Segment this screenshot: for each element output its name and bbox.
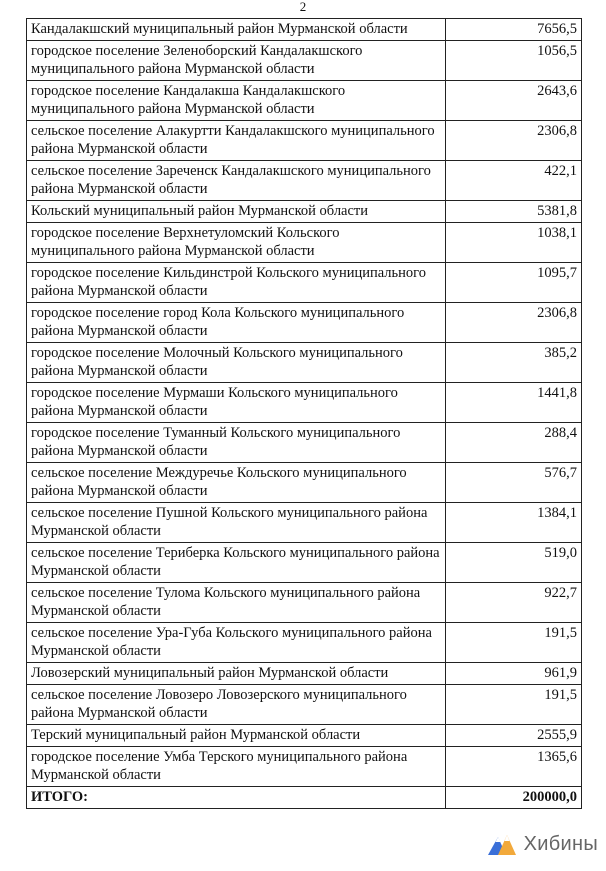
municipality-name: сельское поселение Ловозеро Ловозерского муниципального района Мурманской области [27,685,446,725]
municipality-name: городское поселение Молочный Кольского муниципального района Мурманской области [27,343,446,383]
watermark [486,831,598,857]
allocation-value: 422,1 [446,161,582,201]
allocation-value: 576,7 [446,463,582,503]
municipality-name: сельское поселение Зареченск Кандалакшского муниципального района Мурманской области [27,161,446,201]
allocation-value: 288,4 [446,423,582,463]
table-row [27,623,582,663]
municipality-name: Терский муниципальный район Мурманской области [27,725,446,747]
table-row [27,223,582,263]
allocation-value: 1056,5 [446,41,582,81]
municipality-name: городское поселение Мурмаши Кольского муниципального района Мурманской области [27,383,446,423]
table-row [27,19,582,41]
allocation-value: 1441,8 [446,383,582,423]
table-row [27,423,582,463]
table-row [27,383,582,423]
municipality-name: городское поселение Кильдинстрой Кольского муниципального района Мурманской области [27,263,446,303]
allocation-value: 961,9 [446,663,582,685]
table-row [27,747,582,787]
allocation-value: 191,5 [446,623,582,663]
allocation-table [26,18,582,809]
page-number: 2 [299,0,307,14]
allocation-value: 519,0 [446,543,582,583]
table-row [27,463,582,503]
table-row [27,81,582,121]
municipality-name: городское поселение Зеленоборский Кандалакшского муниципального района Мурманской области [27,41,446,81]
allocation-value: 1095,7 [446,263,582,303]
table-row [27,121,582,161]
table-row [27,685,582,725]
municipality-name: городское поселение Верхнетуломский Кольского муниципального района Мурманской области [27,223,446,263]
total-row [27,787,582,809]
municipality-name: сельское поселение Алакуртти Кандалакшского муниципального района Мурманской области [27,121,446,161]
allocation-value: 385,2 [446,343,582,383]
table-row [27,725,582,747]
allocation-value: 922,7 [446,583,582,623]
allocation-value: 2643,6 [446,81,582,121]
allocation-value: 191,5 [446,685,582,725]
total-value: 200000,0 [446,787,582,809]
table-row [27,263,582,303]
allocation-value: 2555,9 [446,725,582,747]
table-row [27,201,582,223]
table-row [27,663,582,685]
allocation-value: 2306,8 [446,121,582,161]
allocation-value: 1384,1 [446,503,582,543]
table-row [27,343,582,383]
municipality-name: сельское поселение Пушной Кольского муниципального района Мурманской области [27,503,446,543]
municipality-name: городское поселение Кандалакша Кандалакшского муниципального района Мурманской области [27,81,446,121]
municipality-name: сельское поселение Териберка Кольского муниципального района Мурманской области [27,543,446,583]
allocation-value: 2306,8 [446,303,582,343]
mountain-logo-icon [486,831,518,857]
table-body [27,19,582,809]
table-row [27,41,582,81]
allocation-value: 5381,8 [446,201,582,223]
table-row [27,303,582,343]
total-label: ИТОГО: [27,787,446,809]
table-row [27,583,582,623]
municipality-name: Ловозерский муниципальный район Мурманской области [27,663,446,685]
allocation-value: 7656,5 [446,19,582,41]
table-row [27,161,582,201]
allocation-value: 1365,6 [446,747,582,787]
table-row [27,543,582,583]
municipality-name: сельское поселение Тулома Кольского муниципального района Мурманской области [27,583,446,623]
municipality-name: Кандалакшский муниципальный район Мурманской области [27,19,446,41]
municipality-name: сельское поселение Ура-Губа Кольского муниципального района Мурманской области [27,623,446,663]
municipality-name: городское поселение город Кола Кольского муниципального района Мурманской области [27,303,446,343]
allocation-value: 1038,1 [446,223,582,263]
watermark-text: Хибины [523,832,598,855]
municipality-name: Кольский муниципальный район Мурманской области [27,201,446,223]
municipality-name: сельское поселение Междуречье Кольского муниципального района Мурманской области [27,463,446,503]
table-row [27,503,582,543]
municipality-name: городское поселение Туманный Кольского муниципального района Мурманской области [27,423,446,463]
municipality-name: городское поселение Умба Терского муниципального района Мурманской области [27,747,446,787]
